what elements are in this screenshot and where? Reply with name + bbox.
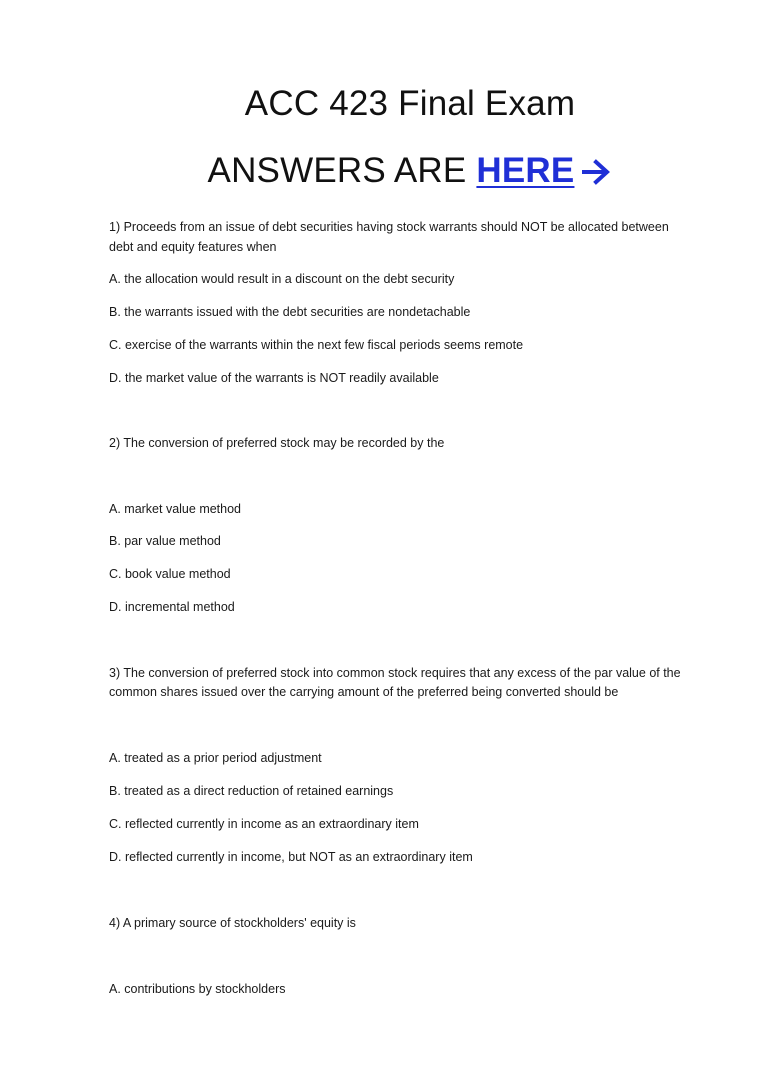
question-4-option-a: A. contributions by stockholders [109,982,286,996]
question-1-prompt-line-2: debt and equity features when [109,240,277,254]
exam-title: ACC 423 Final Exam [244,84,576,123]
question-4-prompt-line-1: 4) A primary source of stockholders' equity is [109,916,356,930]
answers-here-link[interactable] [476,151,612,190]
answers-prefix: ANSWERS ARE [207,151,467,190]
question-1-option-a: A. the allocation would result in a discount on the debt security [109,272,455,286]
question-2-option-c: C. book value method [109,567,231,581]
question-2-prompt-line-1: 2) The conversion of preferred stock may be recorded by the [109,436,445,450]
answers-heading [26,151,768,191]
question-2-option-d: D. incremental method [109,600,235,614]
question-2-option-b: B. par value method [109,534,221,548]
question-1-prompt-line-1: 1) Proceeds from an issue of debt securities having stock warrants should NOT be allocated between [109,220,669,234]
question-3-option-b: B. treated as a direct reduction of retained earnings [109,784,394,798]
question-3-option-c: C. reflected currently in income as an extraordinary item [109,817,419,831]
question-3-option-d: D. reflected currently in income, but NOT as an extraordinary item [109,850,473,864]
answers-here-text: HERE [476,151,575,190]
question-3-option-a: A. treated as a prior period adjustment [109,751,322,765]
arrow-right-icon [582,159,612,185]
question-1-option-b: B. the warrants issued with the debt securities are nondetachable [109,305,471,319]
question-1-option-d: D. the market value of the warrants is NOT readily available [109,371,439,385]
question-1-option-c: C. exercise of the warrants within the next few fiscal periods seems remote [109,338,524,352]
question-2-option-a: A. market value method [109,502,242,516]
question-3-prompt-line-1: 3) The conversion of preferred stock into common stock requires that any excess of the par value of the [109,666,681,680]
page-title [26,84,768,124]
question-3-prompt-line-2: common shares issued over the carrying amount of the preferred being converted should be [109,685,619,699]
